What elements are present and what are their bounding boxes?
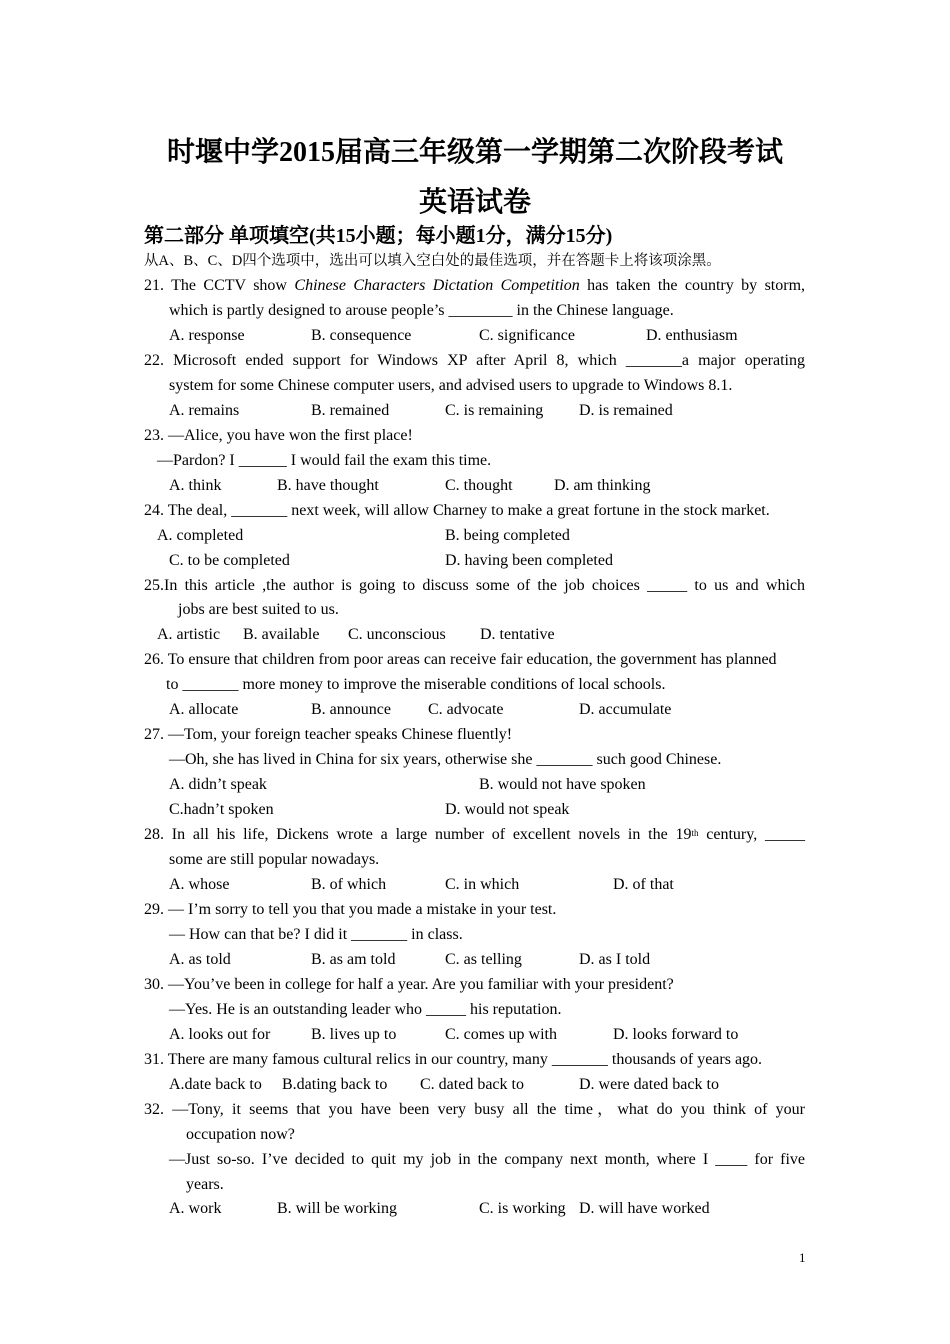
question-22-option-a: A. remains [169,402,240,419]
question-25-option-c: C. unconscious [348,626,446,643]
question-27-line-2: —Oh, she has lived in China for six years, otherwise she _______ such good Chinese. [169,751,722,768]
question-24-option-d: D. having been completed [445,552,613,569]
question-30-option-b: B. lives up to [311,1026,397,1043]
question-23-line-1: 23. —Alice, you have won the first place! [144,427,413,444]
question-29-option-c: C. as telling [445,951,522,968]
question-23-line-2: —Pardon? I ______ I would fail the exam this time. [157,452,492,469]
exam-subtitle: 英语试卷 [418,187,531,218]
question-27-option-a: A. didn’t speak [169,776,267,793]
question-28-option-c: C. in which [445,876,520,893]
question-32-option-b: B. will be working [277,1200,397,1217]
question-32-option-d: D. will have worked [579,1200,710,1217]
question-27-line-1: 27. —Tom, your foreign teacher speaks Chinese fluently! [144,726,513,743]
question-32-line-1: 32. —Tony, it seems that you have been very busy all the time，what do you think of your [144,1101,805,1118]
exam-title: 时堰中学2015届高三年级第一学期第二次阶段考试 [166,137,783,168]
question-23-option-d: D. am thinking [554,477,651,494]
question-25-line-2: jobs are best suited to us. [178,601,339,618]
question-30-option-d: D. looks forward to [613,1026,739,1043]
question-32-line-4: years. [186,1176,224,1193]
question-21-option-d: D. enthusiasm [646,327,738,344]
question-29-line-1: 29. — I’m sorry to tell you that you made a mistake in your test. [144,901,557,918]
question-21-line-1: 21. The CCTV show Chinese Characters Dictation Competition has taken the country by storm, [144,277,806,294]
question-25-option-d: D. tentative [480,626,555,643]
question-28-option-a: A. whose [169,876,230,893]
question-31-line-1: 31. There are many famous cultural relics in our country, many _______ thousands of years ago. [144,1051,763,1068]
question-22-option-d: D. is remained [579,402,673,419]
question-32-line-2: occupation now? [186,1126,295,1143]
question-31-option-a: A.date back to [169,1076,262,1093]
question-29-option-a: A. as told [169,951,231,968]
question-23-option-b: B. have thought [277,477,379,494]
question-32-option-a: A. work [169,1200,222,1217]
question-27-option-d: D. would not speak [445,801,570,818]
question-29-option-d: D. as I told [579,951,651,968]
question-31-option-c: C. dated back to [420,1076,524,1093]
question-21-option-c: C. significance [479,327,575,344]
question-26-option-d: D. accumulate [579,701,672,718]
question-25-line-1: 25.In this article ,the author is going to discuss some of the job choices _____ to us and which [144,577,805,594]
question-30-option-a: A. looks out for [169,1026,271,1043]
question-21-line-2: which is partly designed to arouse people’s ________ in the Chinese language. [169,302,674,319]
question-26-option-c: C. advocate [428,701,504,718]
question-30-line-2: —Yes. He is an outstanding leader who _____ his reputation. [169,1001,562,1018]
question-21-option-b: B. consequence [311,327,412,344]
question-28-option-b: B. of which [311,876,387,893]
question-24-option-c: C. to be completed [169,552,290,569]
question-22-line-2: system for some Chinese computer users, and advised users to upgrade to Windows 8.1. [169,377,733,394]
question-26-line-1: 26. To ensure that children from poor areas can receive fair education, the government has planned [144,651,777,668]
question-27-option-c: C.hadn’t spoken [169,801,274,818]
question-26-option-a: A. allocate [169,701,239,718]
question-23-option-c: C. thought [445,477,513,494]
question-21-option-a: A. response [169,327,245,344]
question-28-line-1: 28. In all his life, Dickens wrote a large number of excellent novels in the 19th century, _____ [144,826,806,843]
question-22-line-1: 22. Microsoft ended support for Windows XP after April 8, which _______a major operating [144,352,805,369]
question-25-option-a: A. artistic [157,626,221,643]
question-26-line-2: to _______ more money to improve the miserable conditions of local schools. [166,676,666,693]
question-24-line-1: 24. The deal, _______ next week, will allow Charney to make a great fortune in the stock market. [144,502,770,519]
question-22-option-b: B. remained [311,402,390,419]
question-29-option-b: B. as am told [311,951,396,968]
question-23-option-a: A. think [169,477,222,494]
question-31-option-b: B.dating back to [282,1076,388,1093]
question-31-option-d: D. were dated back to [579,1076,719,1093]
page-number: 1 [799,1250,806,1265]
question-22-option-c: C. is remaining [445,402,544,419]
question-27-option-b: B. would not have spoken [479,776,646,793]
question-24-option-a: A. completed [157,527,244,544]
question-30-option-c: C. comes up with [445,1026,557,1043]
question-28-line-2: some are still popular nowadays. [169,851,380,868]
question-25-option-b: B. available [243,626,320,643]
question-32-line-3: —Just so-so. I’ve decided to quit my job in the company next month, where I ____ for five [169,1151,805,1168]
section-heading: 第二部分 单项填空(共15小题；每小题1分，满分15分) [144,225,613,247]
question-26-option-b: B. announce [311,701,391,718]
question-32-option-c: C. is working [479,1200,566,1217]
question-28-option-d: D. of that [613,876,674,893]
question-30-line-1: 30. —You’ve been in college for half a year. Are you familiar with your president? [144,976,674,993]
question-29-line-2: — How can that be? I did it _______ in class. [169,926,463,943]
instruction: 从A、B、C、D四个选项中，选出可以填入空白处的最佳选项，并在答题卡上将该项涂黑。 [144,253,721,269]
question-24-option-b: B. being completed [445,527,570,544]
